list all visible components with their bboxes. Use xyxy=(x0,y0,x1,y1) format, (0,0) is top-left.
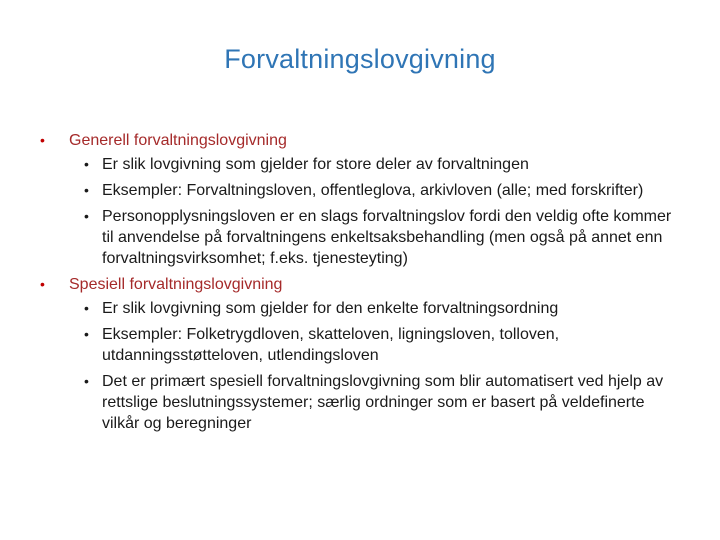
bullet-icon: • xyxy=(84,300,89,316)
list-item xyxy=(69,324,684,366)
list-item xyxy=(69,206,684,269)
slide-title: Forvaltningslovgivning xyxy=(224,44,496,74)
section-heading: Generell forvaltningslovgivning xyxy=(69,132,287,149)
sub-bullet-list xyxy=(69,298,684,434)
sub-bullet-list xyxy=(69,154,684,269)
list-item-text: Er slik lovgivning som gjelder for den enkelte forvaltningsordning xyxy=(102,300,559,317)
section-specific xyxy=(34,274,684,434)
list-item-text: Er slik lovgivning som gjelder for store deler av forvaltningen xyxy=(102,156,529,173)
list-item-text: Personopplysningsloven er en slags forvaltningslov fordi den veldig ofte kommer til anvendelse på forvaltningens enkeltsaksbehandling (men også på annet enn forvaltningsvirksomhet; f.eks. tjenesteyting) xyxy=(102,208,672,267)
list-item xyxy=(69,298,684,319)
bullet-icon: • xyxy=(84,182,89,198)
list-item xyxy=(69,154,684,175)
list-item-text: Eksempler: Forvaltningsloven, offentleglova, arkivloven (alle; med forskrifter) xyxy=(102,182,644,199)
list-item-text: Eksempler: Folketrygdloven, skatteloven, ligningsloven, tolloven, utdanningsstøtteloven, utlendingsloven xyxy=(102,326,560,364)
bullet-icon: • xyxy=(40,132,45,148)
bullet-icon: • xyxy=(84,208,89,224)
list-item xyxy=(69,371,684,434)
bullet-icon: • xyxy=(84,373,89,389)
list-item-text: Det er primært spesiell forvaltningslovgivning som blir automatisert ved hjelp av rettslige beslutningssystemer; særlig ordninger som er basert på veldefinerte vilkår og beregninger xyxy=(102,373,664,432)
section-general xyxy=(34,130,684,269)
list-item xyxy=(69,180,684,201)
bullet-list xyxy=(34,130,684,434)
bullet-icon: • xyxy=(84,326,89,342)
bullet-icon: • xyxy=(84,156,89,172)
section-heading: Spesiell forvaltningslovgivning xyxy=(69,276,283,293)
bullet-icon: • xyxy=(40,276,45,292)
slide-body xyxy=(34,130,684,439)
